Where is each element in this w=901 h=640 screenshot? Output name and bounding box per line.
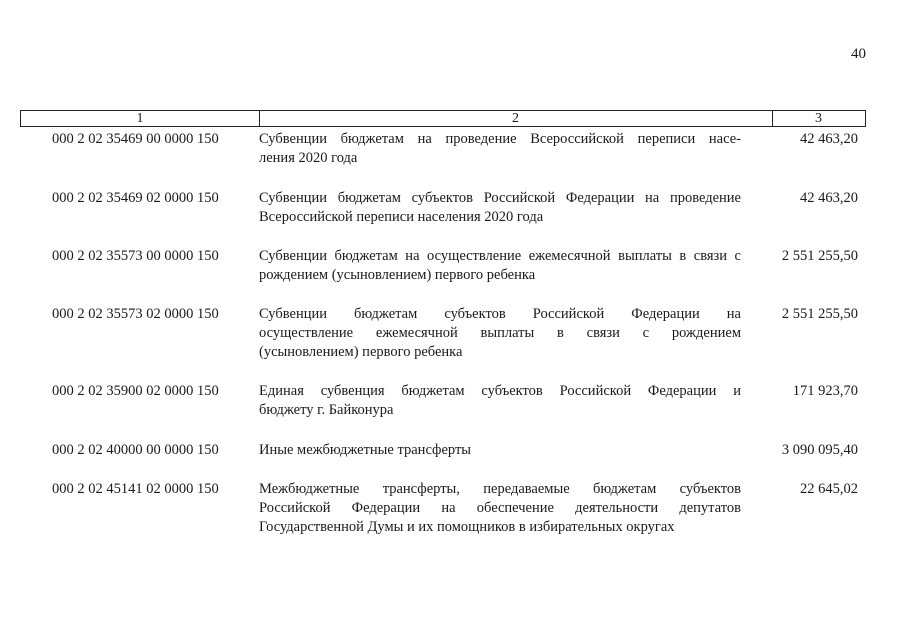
row-code: 000 2 02 35469 02 0000 150: [52, 190, 219, 206]
row-code: 000 2 02 45141 02 0000 150: [52, 481, 219, 497]
row-amount: 171 923,70: [792, 383, 858, 399]
row-name: [259, 382, 741, 420]
row-name: [259, 130, 741, 168]
row-name-line: Субвенции бюджетам субъектов Российской Федерации на проведение: [259, 190, 741, 206]
header-col-3: 3: [815, 111, 822, 126]
header-col-2: 2: [259, 111, 773, 126]
row-name-line: Субвенции бюджетам на проведение Всероссийской переписи насе-: [259, 131, 741, 147]
row-name: [259, 247, 741, 285]
row-name: [259, 480, 741, 537]
row-name: [259, 189, 741, 227]
row-amount: 3 090 095,40: [781, 442, 858, 458]
row-amount: 22 645,02: [800, 481, 858, 497]
row-amount: 42 463,20: [800, 190, 858, 206]
row-amount: 2 551 255,50: [781, 248, 858, 264]
header-col-1: 1: [21, 111, 260, 126]
row-name-line: ления 2020 года: [259, 150, 358, 166]
row-name-line: бюджету г. Байконура: [259, 402, 394, 418]
row-name-line: Единая субвенция бюджетам субъектов Российской Федерации и: [259, 383, 741, 399]
row-amount: 2 551 255,50: [781, 306, 858, 322]
row-name-line: Субвенции бюджетам на осуществление ежемесячной выплаты в связи с: [259, 248, 741, 264]
row-code: 000 2 02 35573 00 0000 150: [52, 248, 219, 264]
row-code: 000 2 02 40000 00 0000 150: [52, 442, 219, 458]
row-code: 000 2 02 35573 02 0000 150: [52, 306, 219, 322]
row-name-line: Субвенции бюджетам субъектов Российской Федерации на: [259, 306, 741, 322]
row-name: [259, 305, 741, 362]
row-name-line: рождением (усыновлением) первого ребенка: [259, 267, 536, 283]
row-name-line: осуществление ежемесячной выплаты в связи с рождением: [259, 325, 741, 341]
row-code: 000 2 02 35900 02 0000 150: [52, 383, 219, 399]
table-header: [20, 110, 866, 127]
row-name-line: Межбюджетные трансферты, передаваемые бюджетам субъектов: [259, 481, 741, 497]
row-amount: 42 463,20: [800, 131, 858, 147]
page-number: 40: [851, 46, 866, 62]
row-name-line: Государственной Думы и их помощников в избирательных округах: [259, 519, 675, 535]
row-name-line: (усыновлением) первого ребенка: [259, 344, 463, 360]
row-name-line: Российской Федерации на обеспечение деятельности депутатов: [259, 500, 741, 516]
row-name-line: Иные межбюджетные трансферты: [259, 442, 472, 458]
row-code: 000 2 02 35469 00 0000 150: [52, 131, 219, 147]
row-name-line: Всероссийской переписи населения 2020 года: [259, 209, 544, 225]
row-name: [259, 441, 741, 460]
